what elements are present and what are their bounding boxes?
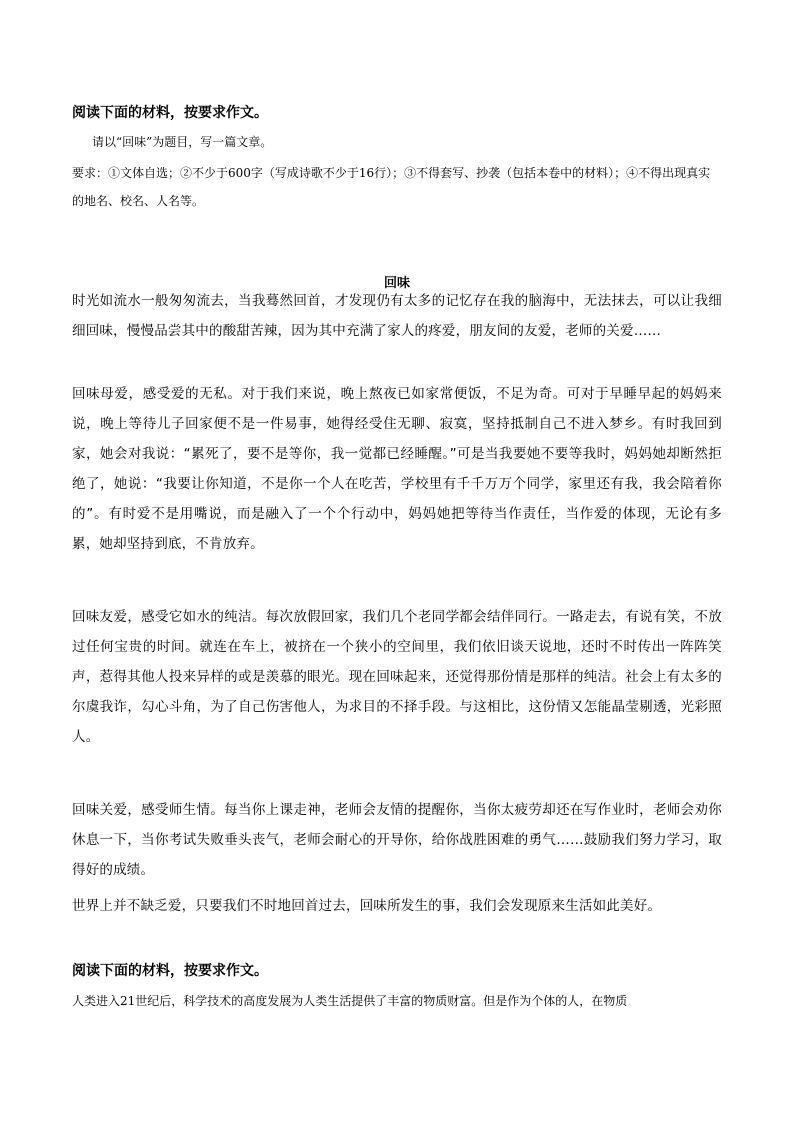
essay-paragraph-2: 回味母爱，感受爱的无私。对于我们来说，晚上熬夜已如家常便饭，不足为奇。可对于早睡早起的妈妈来说，晚上等待儿子回家便不是一件易事，她得经受住无聊、寂寞，坚持抵制自己不进入梦乡。有时我回到家，她会对我说：“累死了，要不是等你，我一觉都已经睡醒。”可是当我要她不要等我时，妈妈她却断然拒绝了，她说：“我要让你知道，不是你一个人在吃苦，学校里有千千万万个同学，家里还有我，我会陪着你的”。有时爱不是用嘴说，而是融入了一个个行动中，妈妈她把等待当作责任，当作爱的体现，无论有多累，她却坚持到底，不肯放弃。	[72, 386, 722, 552]
task2-heading: 阅读下面的材料，按要求作文。	[72, 963, 268, 979]
essay-title: 回味	[383, 276, 410, 291]
essay-paragraph-1: 时光如流水一般匆匆流去，当我蓦然回首，才发现仍有太多的记忆存在我的脑海中，无法抹去，可以让我细细回味，慢慢品尝其中的酸甜苦辣，因为其中充满了家人的疼爱，朋友间的友爱，老师的关爱……	[72, 293, 722, 339]
task1-requirements: 要求：①文体自选；②不少于600字（写成诗歌不少于16行）；③不得套写、抄袭（包括本卷中的材料）；④不得出现真实的地名、校名、人名等。	[72, 166, 711, 208]
essay-paragraph-5: 世界上并不缺乏爱，只要我们不时地回首过去，回味所发生的事，我们会发现原来生活如此美好。	[72, 898, 662, 914]
essay-paragraph-4: 回味关爱，感受师生情。每当你上课走神，老师会友情的提醒你，当你太疲劳却还在写作业时，老师会劝你休息一下，当你考试失败垂头丧气，老师会耐心的开导你，给你战胜困难的勇气……鼓励我们努力学习，取得好的成绩。	[72, 802, 722, 878]
essay-paragraph-3: 回味友爱，感受它如水的纯洁。每次放假回家，我们几个老同学都会结伴同行。一路走去，有说有笑，不放过任何宝贵的时间。就连在车上，被挤在一个狭小的空间里，我们依旧谈天说地，还时不时传出一阵阵笑声，惹得其他人投来异样的或是羡慕的眼光。现在回味起来，还觉得那份情是那样的纯洁。社会上有太多的尔虞我诈，勾心斗角，为了自己伤害他人，为求目的不择手段。与这相比，这份情又怎能晶莹剔透，光彩照人。	[72, 609, 722, 745]
task2-text: 人类进入21世纪后，科学技术的高度发展为人类生活提供了丰富的物质财富。但是作为个体的人，在物质	[72, 994, 628, 1008]
task1-prompt: 请以“回味”为题目，写一篇文章。	[92, 135, 273, 149]
task1-heading: 阅读下面的材料，按要求作文。	[72, 105, 268, 121]
